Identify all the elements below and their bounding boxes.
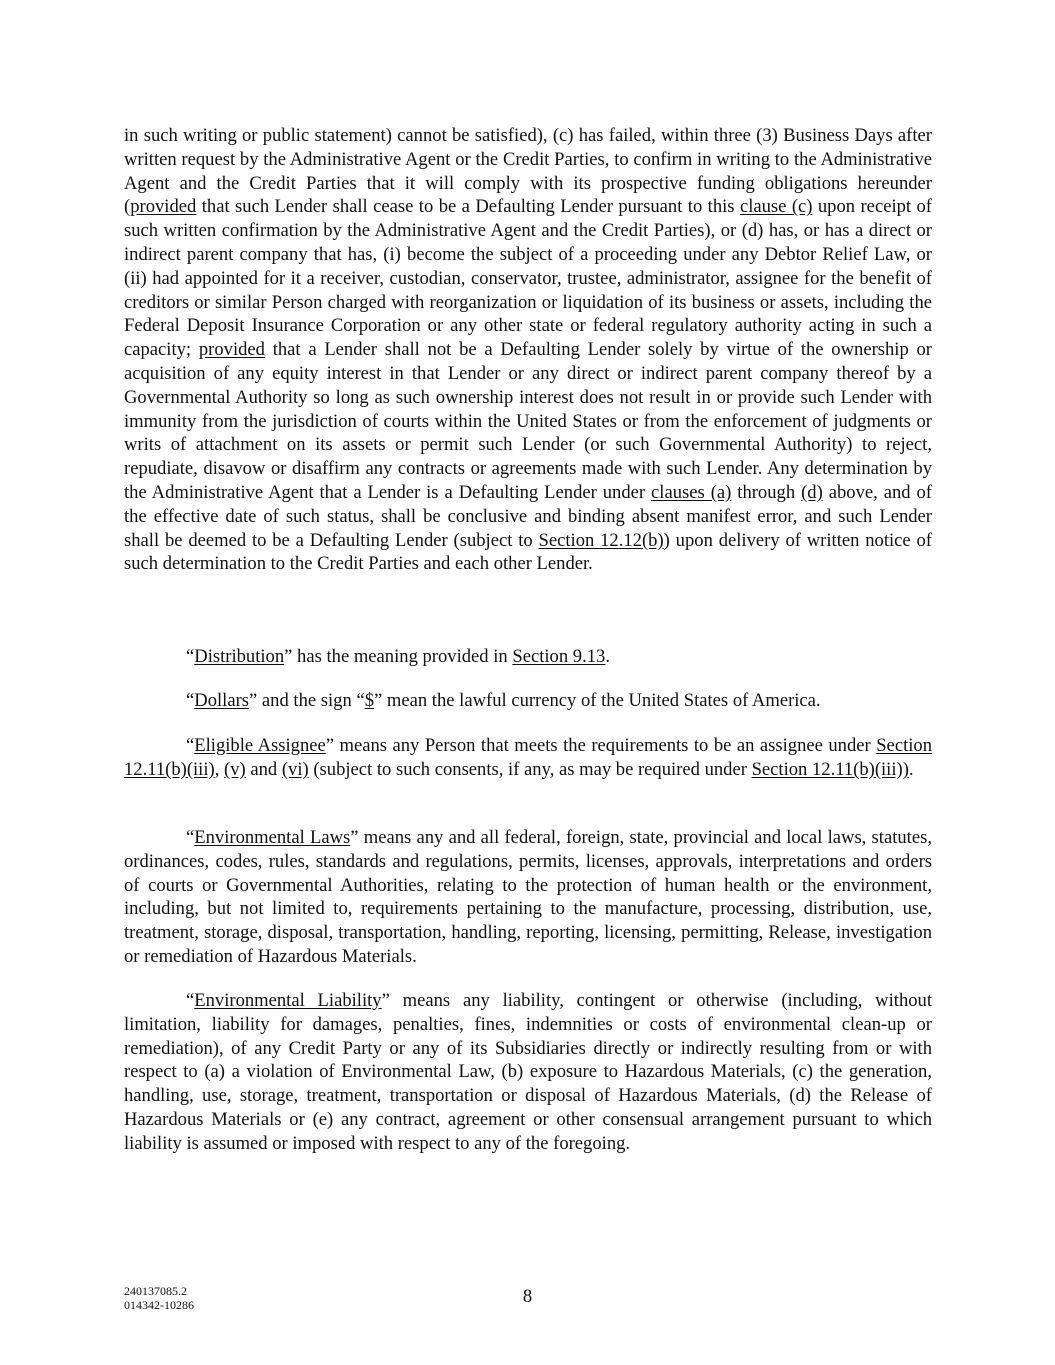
defined-term-reference: provided [130, 196, 197, 218]
defined-term-reference: provided [198, 339, 265, 361]
paragraph-text-run: “ [186, 827, 195, 848]
defined-term-reference: clauses (a) [651, 481, 732, 503]
paragraph-text-run: that such Lender shall cease to be a Defaulting Lender pursuant to this [196, 196, 740, 218]
paragraph-text-run: that a Lender shall not be a Defaulting Lender solely by virtue of the ownership or acquisition of any equity interest in that Lender or any direct or indirect parent company thereof by a Governmental Authority so long as such ownership interest does not result in or provide such Lender with immunity from the jurisdiction of courts within the United States or from the enforcement of judgments or writs of attachment on its assets or permit such Lender (or such Governmental Authority) to reject, repudiate, disavow or disaffirm any contracts or agreements made with such Lender. Any determination by the Administrative Agent that a Lender is a Defaulting Lender under [124, 339, 932, 503]
defined-term-reference: (vi) [281, 758, 309, 780]
defined-term-reference: $ [364, 690, 374, 711]
defined-term-reference: Distribution [194, 646, 285, 667]
paragraph-text-run: and [245, 758, 282, 780]
paragraph-text-run: . [908, 758, 914, 780]
paragraph-text-run: above, and of the effective date of such status, shall be conclusive and binding absent manifest error, and such Lender shall be deemed to be a Defaulting Lender (subject to [124, 481, 932, 551]
paragraph-text-run: , [214, 758, 225, 780]
paragraph-text-run: through [731, 481, 802, 503]
paragraph-text-run: upon receipt of such written confirmation by the Administrative Agent and the Credit Parties), or (d) has, or has a direct or indirect parent company that has, (i) become the subject of a proceeding under any Debtor Relief Law, or (ii) had appointed for it a receiver, custodian, conservator, trustee, administrator, assignee for the benefit of creditors or similar Person charged with reorganization or liquidation of its business or assets, including the Federal Deposit Insurance Corporation or any other state or federal regulatory authority acting in such a capacity; [124, 196, 932, 361]
paragraph-text-run: ” has the meaning provided in [284, 646, 513, 667]
defined-term-reference: Section 9.13 [512, 646, 606, 667]
defined-term-reference: (d) [801, 481, 823, 503]
defined-term-reference: clause (c) [739, 196, 813, 218]
footer-matter-id: 014342-10286 [124, 1298, 194, 1312]
defined-term-reference: Eligible Assignee [194, 735, 326, 756]
defined-term-reference: (v) [224, 758, 246, 780]
defined-term-reference: Section 12.11(b)(iii) [124, 735, 932, 780]
definition-environmental-laws [124, 826, 932, 969]
paragraph-text-run: “ [186, 690, 195, 711]
paragraph-text-run: ” and the sign “ [249, 690, 365, 711]
paragraph-defaulting-lender-continued [124, 124, 932, 576]
paragraph-text-run: “ [186, 735, 195, 756]
defined-term-reference: Environmental Laws [194, 827, 351, 848]
defined-term-reference: Section 12.12(b) [538, 529, 664, 551]
definition-distribution [124, 645, 932, 669]
paragraph-text-run: ” means any Person that meets the requirements to be an assignee under [325, 735, 877, 756]
definition-eligible-assignee [124, 734, 932, 782]
paragraph-text-run: (subject to such consents, if any, as may be required under [308, 758, 752, 780]
paragraph-text-run: ” means any liability, contingent or otherwise (including, without limitation, liability for damages, penalties, fines, indemnities or costs of environmental clean-up or remediation), of any Credit Party or any of its Subsidiaries directly or indirectly resulting from or with respect to (a) a violation of Environmental Law, (b) exposure to Hazardous Materials, (c) the generation, handling, use, storage, treatment, transportation or disposal of Hazardous Materials, (d) the Release of Hazardous Materials or (e) any contract, agreement or other consensual arrangement pursuant to which liability is assumed or imposed with respect to any of the foregoing. [124, 990, 933, 1154]
defined-term-reference: Environmental Liability [194, 990, 382, 1011]
paragraph-text-run: . [605, 646, 610, 667]
paragraph-text-run: ” means any and all federal, foreign, state, provincial and local laws, statutes, ordinances, codes, rules, standards and regulations, permits, licenses, approvals, interpretations and orders of courts or Governmental Authorities, relating to the protection of human health or the environment, including, but not limited to, requirements pertaining to the manufacture, processing, distribution, use, treatment, storage, disposal, transportation, handling, reporting, licensing, permitting, Release, investigation or remediation of Hazardous Materials. [124, 827, 932, 967]
defined-term-reference: Section 12.11(b)(iii)) [751, 758, 909, 780]
paragraph-text-run: ) upon delivery of written notice of such determination to the Credit Parties and each other Lender. [124, 529, 933, 575]
definition-environmental-liability [124, 989, 932, 1156]
footer-doc-id: 240137085.2 [124, 1284, 187, 1298]
defined-term-reference: Dollars [194, 690, 250, 711]
paragraph-text-run: “ [186, 646, 195, 667]
paragraph-text-run: ” mean the lawful currency of the United States of America. [373, 690, 821, 711]
paragraph-text-run: in such writing or public statement) cannot be satisfied), (c) has failed, within three (3) Business Days after written request by the Administrative Agent or the Credit Parties, to confirm in writing to the Administrative Agent and the Credit Parties that it will comply with its prospective funding obligations hereunder ( [124, 125, 932, 218]
paragraph-text-run: “ [186, 990, 195, 1011]
page-number: 8 [522, 1286, 533, 1307]
definition-dollars [124, 689, 932, 713]
